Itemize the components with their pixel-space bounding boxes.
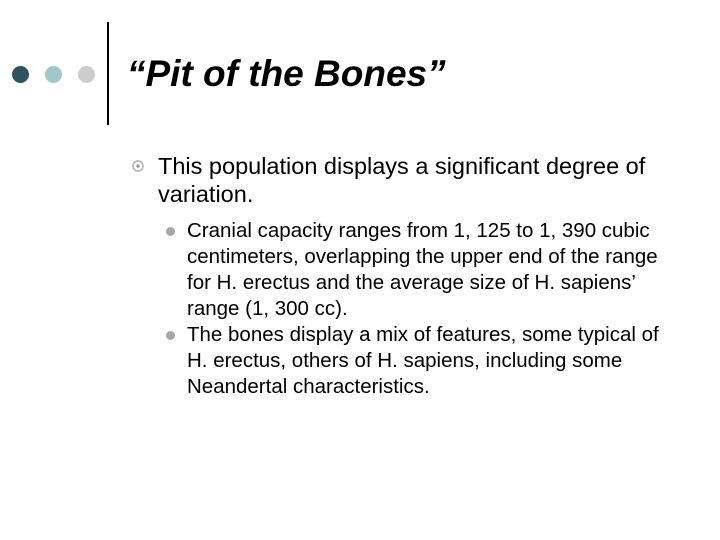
title-divider-line [107, 22, 109, 125]
decorative-dot-gray [78, 66, 95, 83]
bullet-text: This population displays a significant degree of variation. [158, 153, 646, 207]
sub-bullet-text-bone-features: The bones display a mix of features, some typical of H. erectus, others of H. sapiens, including some Neandertal characteristics. [187, 323, 659, 398]
sub-bullet-dot-icon [166, 227, 175, 236]
bullet-ring-icon [132, 160, 144, 172]
slide-title: “Pit of the Bones” [127, 53, 446, 94]
sub-bullet-dot-icon [166, 331, 175, 340]
decorative-dot-dark [12, 66, 29, 83]
decorative-dot-light-teal [45, 66, 62, 83]
sub-bullet-text-cranial-capacity: Cranial capacity ranges from 1, 125 to 1, 390 cubic centimeters, overlapping the upper end of the range for H. erectus and the average size of H. sapiens’ range (1, 300 cc). [187, 219, 658, 320]
